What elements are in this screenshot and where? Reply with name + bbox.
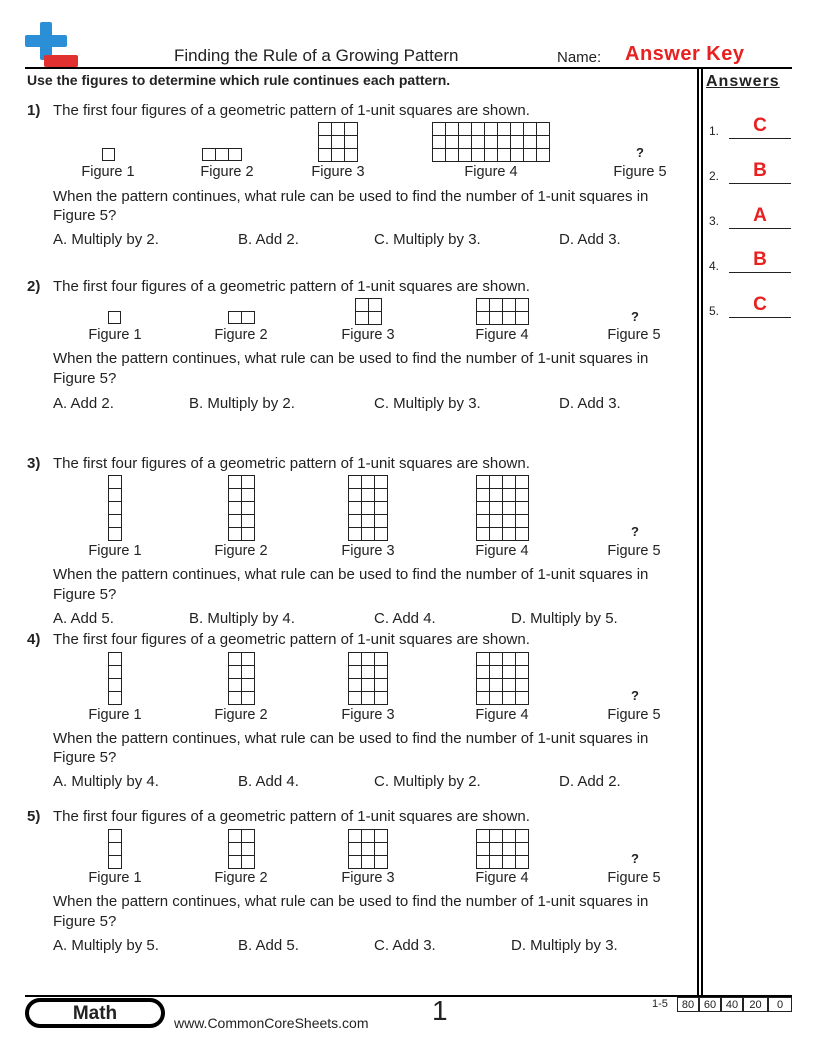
question-prompt: The first four figures of a geometric pattern of 1-unit squares are shown.	[53, 455, 530, 472]
unit-square	[503, 515, 516, 528]
figure-4-grid	[476, 652, 529, 705]
unit-square	[242, 856, 255, 869]
answer-line	[729, 228, 791, 229]
score-box: 60	[699, 997, 721, 1012]
unit-square	[477, 299, 490, 312]
unit-square	[490, 653, 503, 666]
unit-square	[511, 136, 524, 149]
question-text: Figure 5?	[53, 749, 117, 766]
unit-square	[375, 502, 388, 515]
figure-label: Figure 5	[607, 543, 661, 559]
figure-2-grid	[228, 475, 255, 541]
figure-5-question-mark: ?	[631, 688, 639, 703]
unit-square	[356, 312, 369, 325]
unit-square	[477, 692, 490, 705]
unit-square	[349, 843, 362, 856]
unit-square	[503, 528, 516, 541]
unit-square	[375, 476, 388, 489]
unit-square	[242, 666, 255, 679]
unit-square	[472, 149, 485, 162]
unit-square	[477, 476, 490, 489]
unit-square	[229, 843, 242, 856]
unit-square	[375, 843, 388, 856]
option-b: B. Multiply by 4.	[189, 610, 295, 627]
unit-square	[503, 653, 516, 666]
unit-square	[524, 123, 537, 136]
page-number: 1	[432, 995, 448, 1026]
unit-square	[349, 856, 362, 869]
score-range-label: 1-5	[652, 998, 668, 1010]
unit-square	[109, 312, 121, 324]
figure-5-question-mark: ?	[636, 145, 644, 160]
figure-label: Figure 3	[341, 327, 395, 343]
question-text: When the pattern continues, what rule can be used to find the number of 1-unit squares in	[53, 893, 649, 910]
unit-square	[516, 489, 529, 502]
option-a: A. Add 5.	[53, 610, 114, 627]
unit-square	[459, 123, 472, 136]
unit-square	[242, 679, 255, 692]
unit-square	[375, 692, 388, 705]
unit-square	[229, 489, 242, 502]
figure-3-grid	[348, 652, 388, 705]
unit-square	[490, 856, 503, 869]
unit-square	[242, 476, 255, 489]
unit-square	[345, 123, 358, 136]
option-b: B. Multiply by 2.	[189, 395, 295, 412]
unit-square	[490, 666, 503, 679]
unit-square	[109, 679, 122, 692]
unit-square	[229, 653, 242, 666]
unit-square	[490, 679, 503, 692]
unit-square	[109, 502, 122, 515]
option-a: A. Add 2.	[53, 395, 114, 412]
unit-square	[242, 312, 255, 324]
unit-square	[459, 136, 472, 149]
question-prompt: The first four figures of a geometric pattern of 1-unit squares are shown.	[53, 808, 530, 825]
unit-square	[490, 843, 503, 856]
instructions: Use the figures to determine which rule continues each pattern.	[27, 72, 451, 88]
unit-square	[375, 515, 388, 528]
figure-label: Figure 4	[475, 870, 529, 886]
score-box: 80	[677, 997, 699, 1012]
unit-square	[472, 136, 485, 149]
option-d: D. Add 3.	[559, 231, 621, 248]
figure-4-grid	[432, 122, 550, 162]
figure-label: Figure 2	[200, 164, 254, 180]
figure-label: Figure 2	[214, 543, 268, 559]
unit-square	[349, 502, 362, 515]
figure-4-grid	[476, 829, 529, 869]
unit-square	[490, 830, 503, 843]
option-c: C. Multiply by 3.	[374, 231, 481, 248]
unit-square	[477, 515, 490, 528]
unit-square	[229, 666, 242, 679]
figure-label: Figure 4	[475, 327, 529, 343]
figure-label: Figure 3	[341, 543, 395, 559]
unit-square	[477, 679, 490, 692]
unit-square	[349, 515, 362, 528]
unit-square	[375, 856, 388, 869]
unit-square	[459, 149, 472, 162]
figure-5-question-mark: ?	[631, 524, 639, 539]
unit-square	[332, 136, 345, 149]
question-number: 5)	[27, 808, 41, 825]
subject-label: Math	[29, 1002, 161, 1024]
unit-square	[229, 528, 242, 541]
figure-label: Figure 4	[475, 707, 529, 723]
unit-square	[216, 149, 229, 161]
figure-label: Figure 3	[341, 870, 395, 886]
unit-square	[332, 123, 345, 136]
option-d: D. Multiply by 3.	[511, 937, 618, 954]
unit-square	[362, 528, 375, 541]
unit-square	[229, 856, 242, 869]
unit-square	[242, 502, 255, 515]
unit-square	[369, 299, 382, 312]
option-a: A. Multiply by 5.	[53, 937, 159, 954]
unit-square	[242, 653, 255, 666]
option-b: B. Add 5.	[238, 937, 299, 954]
unit-square	[109, 528, 122, 541]
subject-badge	[25, 998, 165, 1028]
unit-square	[109, 515, 122, 528]
answer-value: A	[753, 205, 767, 226]
unit-square	[503, 502, 516, 515]
unit-square	[433, 136, 446, 149]
unit-square	[498, 149, 511, 162]
unit-square	[349, 692, 362, 705]
figure-2-grid	[228, 311, 255, 324]
unit-square	[375, 528, 388, 541]
unit-square	[503, 489, 516, 502]
unit-square	[490, 299, 503, 312]
unit-square	[537, 123, 550, 136]
unit-square	[477, 856, 490, 869]
unit-square	[516, 830, 529, 843]
figure-4-grid	[476, 298, 529, 325]
unit-square	[511, 123, 524, 136]
unit-square	[362, 666, 375, 679]
figure-4-grid	[476, 475, 529, 541]
unit-square	[537, 136, 550, 149]
unit-square	[516, 679, 529, 692]
unit-square	[477, 830, 490, 843]
figure-label: Figure 5	[613, 164, 667, 180]
figure-label: Figure 5	[607, 327, 661, 343]
answer-line	[729, 317, 791, 318]
unit-square	[511, 149, 524, 162]
score-box: 40	[721, 997, 743, 1012]
unit-square	[242, 489, 255, 502]
figure-label: Figure 4	[464, 164, 518, 180]
figure-label: Figure 5	[607, 870, 661, 886]
figure-label: Figure 1	[88, 707, 142, 723]
question-prompt: The first four figures of a geometric pattern of 1-unit squares are shown.	[53, 631, 530, 648]
unit-square	[375, 830, 388, 843]
unit-square	[203, 149, 216, 161]
unit-square	[362, 856, 375, 869]
unit-square	[503, 666, 516, 679]
answer-value: C	[753, 115, 767, 136]
answer-column-divider-2	[701, 67, 703, 996]
unit-square	[349, 653, 362, 666]
figure-2-grid	[228, 652, 255, 705]
unit-square	[433, 149, 446, 162]
answer-number: 1.	[709, 124, 720, 138]
unit-square	[516, 515, 529, 528]
unit-square	[503, 856, 516, 869]
unit-square	[446, 149, 459, 162]
unit-square	[516, 502, 529, 515]
figure-2-grid	[228, 829, 255, 869]
unit-square	[356, 299, 369, 312]
unit-square	[109, 856, 122, 869]
unit-square	[503, 299, 516, 312]
figure-3-grid	[355, 298, 382, 325]
unit-square	[362, 679, 375, 692]
unit-square	[490, 502, 503, 515]
unit-square	[349, 528, 362, 541]
question-text: Figure 5?	[53, 913, 117, 930]
unit-square	[503, 312, 516, 325]
minus-icon	[44, 55, 78, 67]
answers-heading: Answers	[706, 73, 780, 90]
figure-label: Figure 1	[81, 164, 135, 180]
unit-square	[109, 653, 122, 666]
unit-square	[362, 843, 375, 856]
unit-square	[242, 692, 255, 705]
figure-3-grid	[318, 122, 358, 162]
unit-square	[375, 679, 388, 692]
question-text: Figure 5?	[53, 370, 117, 387]
question-prompt: The first four figures of a geometric pattern of 1-unit squares are shown.	[53, 102, 530, 119]
answer-value: B	[753, 160, 767, 181]
unit-square	[362, 653, 375, 666]
unit-square	[349, 666, 362, 679]
unit-square	[485, 123, 498, 136]
unit-square	[345, 136, 358, 149]
unit-square	[477, 653, 490, 666]
unit-square	[242, 528, 255, 541]
figure-label: Figure 3	[311, 164, 365, 180]
question-number: 2)	[27, 278, 41, 295]
answer-column-divider	[697, 67, 699, 996]
unit-square	[503, 679, 516, 692]
figure-label: Figure 5	[607, 707, 661, 723]
unit-square	[349, 489, 362, 502]
unit-square	[485, 136, 498, 149]
unit-square	[109, 843, 122, 856]
option-b: B. Add 2.	[238, 231, 299, 248]
answer-number: 2.	[709, 169, 720, 183]
option-a: A. Multiply by 4.	[53, 773, 159, 790]
unit-square	[477, 489, 490, 502]
unit-square	[362, 515, 375, 528]
unit-square	[490, 489, 503, 502]
question-text: When the pattern continues, what rule can be used to find the number of 1-unit squares in	[53, 350, 649, 367]
unit-square	[477, 843, 490, 856]
unit-square	[103, 149, 115, 161]
unit-square	[375, 666, 388, 679]
unit-square	[319, 123, 332, 136]
figure-1-grid	[108, 475, 122, 541]
answer-value: B	[753, 249, 767, 270]
question-text: Figure 5?	[53, 207, 117, 224]
unit-square	[349, 679, 362, 692]
unit-square	[319, 149, 332, 162]
unit-square	[516, 843, 529, 856]
option-c: C. Add 3.	[374, 937, 436, 954]
unit-square	[433, 123, 446, 136]
option-a: A. Multiply by 2.	[53, 231, 159, 248]
figure-1-grid	[108, 311, 121, 324]
unit-square	[362, 502, 375, 515]
unit-square	[477, 666, 490, 679]
unit-square	[319, 136, 332, 149]
answer-number: 4.	[709, 259, 720, 273]
header-divider	[25, 67, 792, 69]
unit-square	[485, 149, 498, 162]
figure-label: Figure 3	[341, 707, 395, 723]
unit-square	[446, 123, 459, 136]
unit-square	[229, 692, 242, 705]
figure-label: Figure 1	[88, 543, 142, 559]
option-c: C. Multiply by 2.	[374, 773, 481, 790]
question-number: 3)	[27, 455, 41, 472]
option-c: C. Add 4.	[374, 610, 436, 627]
unit-square	[477, 502, 490, 515]
answer-value: C	[753, 294, 767, 315]
option-d: D. Add 3.	[559, 395, 621, 412]
unit-square	[524, 136, 537, 149]
unit-square	[229, 149, 242, 161]
unit-square	[109, 476, 122, 489]
figure-1-grid	[102, 148, 115, 161]
name-label: Name:	[557, 49, 602, 66]
answer-line	[729, 272, 791, 273]
unit-square	[109, 489, 122, 502]
unit-square	[375, 489, 388, 502]
unit-square	[362, 489, 375, 502]
figure-1-grid	[108, 652, 122, 705]
unit-square	[503, 843, 516, 856]
figure-3-grid	[348, 475, 388, 541]
answer-number: 3.	[709, 214, 720, 228]
unit-square	[349, 830, 362, 843]
unit-square	[362, 830, 375, 843]
question-text: When the pattern continues, what rule can be used to find the number of 1-unit squares in	[53, 566, 649, 583]
question-number: 4)	[27, 631, 41, 648]
answer-key-label: Answer Key	[625, 43, 745, 65]
unit-square	[503, 476, 516, 489]
figure-label: Figure 4	[475, 543, 529, 559]
unit-square	[109, 666, 122, 679]
unit-square	[516, 692, 529, 705]
figure-label: Figure 1	[88, 327, 142, 343]
figure-label: Figure 2	[214, 870, 268, 886]
question-text: Figure 5?	[53, 586, 117, 603]
unit-square	[498, 123, 511, 136]
option-d: D. Add 2.	[559, 773, 621, 790]
answer-line	[729, 183, 791, 184]
unit-square	[109, 692, 122, 705]
figure-3-grid	[348, 829, 388, 869]
question-text: When the pattern continues, what rule can be used to find the number of 1-unit squares in	[53, 188, 649, 205]
unit-square	[503, 830, 516, 843]
score-box: 0	[768, 997, 792, 1012]
figure-5-question-mark: ?	[631, 851, 639, 866]
unit-square	[477, 528, 490, 541]
unit-square	[537, 149, 550, 162]
unit-square	[229, 679, 242, 692]
unit-square	[362, 476, 375, 489]
unit-square	[516, 299, 529, 312]
question-text: When the pattern continues, what rule can be used to find the number of 1-unit squares in	[53, 730, 649, 747]
option-c: C. Multiply by 3.	[374, 395, 481, 412]
unit-square	[229, 830, 242, 843]
unit-square	[503, 692, 516, 705]
figure-5-question-mark: ?	[631, 309, 639, 324]
unit-square	[446, 136, 459, 149]
unit-square	[490, 312, 503, 325]
option-d: D. Multiply by 5.	[511, 610, 618, 627]
unit-square	[490, 528, 503, 541]
unit-square	[229, 312, 242, 324]
unit-square	[362, 692, 375, 705]
unit-square	[242, 830, 255, 843]
unit-square	[524, 149, 537, 162]
figure-label: Figure 2	[214, 707, 268, 723]
figure-label: Figure 1	[88, 870, 142, 886]
unit-square	[229, 515, 242, 528]
worksheet-title: Finding the Rule of a Growing Pattern	[174, 46, 459, 65]
figure-1-grid	[108, 829, 122, 869]
unit-square	[477, 312, 490, 325]
unit-square	[490, 515, 503, 528]
unit-square	[349, 476, 362, 489]
unit-square	[472, 123, 485, 136]
unit-square	[516, 476, 529, 489]
unit-square	[516, 666, 529, 679]
unit-square	[229, 476, 242, 489]
unit-square	[345, 149, 358, 162]
unit-square	[229, 502, 242, 515]
unit-square	[516, 653, 529, 666]
unit-square	[369, 312, 382, 325]
website-url: www.CommonCoreSheets.com	[174, 1015, 369, 1031]
unit-square	[332, 149, 345, 162]
unit-square	[375, 653, 388, 666]
question-prompt: The first four figures of a geometric pattern of 1-unit squares are shown.	[53, 278, 530, 295]
unit-square	[516, 312, 529, 325]
unit-square	[490, 692, 503, 705]
question-number: 1)	[27, 102, 41, 119]
score-box: 20	[743, 997, 768, 1012]
option-b: B. Add 4.	[238, 773, 299, 790]
answer-line	[729, 138, 791, 139]
unit-square	[242, 515, 255, 528]
figure-label: Figure 2	[214, 327, 268, 343]
unit-square	[490, 476, 503, 489]
unit-square	[242, 843, 255, 856]
unit-square	[109, 830, 122, 843]
unit-square	[516, 856, 529, 869]
figure-2-grid	[202, 148, 242, 161]
unit-square	[516, 528, 529, 541]
answer-number: 5.	[709, 304, 720, 318]
unit-square	[498, 136, 511, 149]
